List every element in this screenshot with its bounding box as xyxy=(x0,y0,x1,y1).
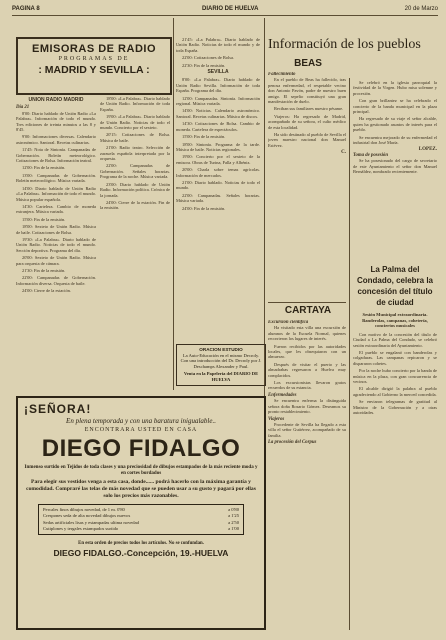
palma-paragraphs xyxy=(353,332,437,416)
price-item: Crespones seda de alta novedad dibujos nuevos xyxy=(43,513,131,519)
palma-subheading: Sesión Municipal extraordinaria. Banderolas, campanas, cohetería, conciertos musicales xyxy=(362,312,428,329)
paragraph: Se enviaron telegramas de gratitud al Ministro de la Gobernación y a otras autoridades. xyxy=(353,399,437,416)
paragraph: 11'45: Nota de Sintonía. Campanadas de Gobernación. Boletín meteorológico. Cotizaciones de Bolsa. Información teatral. xyxy=(16,147,96,164)
paragraph: 21'00: Diario hablado. Noticias de todo el mundo. xyxy=(176,179,260,191)
beas-signature: C. xyxy=(341,150,346,156)
palma-title: La Palma del Condado, celebra la concesión del título de ciudad xyxy=(356,265,434,307)
ad-line-1: En plena temporada y con una baratura inigualable.. xyxy=(66,417,216,425)
paragraph: 21'45: «La Palabra». Diario hablado de Unión Radio. Noticias de todo el mundo y de toda España. xyxy=(176,37,260,53)
paragraph: 18'00: «La Palabra». Diario hablado de Unión Radio. Información de toda España. xyxy=(100,96,170,112)
paper-name: DIARIO DE HUELVA xyxy=(202,6,259,12)
paragraph: Después de visitar el puerto y las almadrabas regresaron a Huelva muy complacidos. xyxy=(268,361,346,378)
ad-headline: ¡SEÑORA! xyxy=(24,402,92,416)
paragraph: 8'00: Diario hablado de Unión Radio «La Palabra». Información de todo el mundo. Tres ediciones de treinta minutos a las 8 y 8'45. xyxy=(16,110,96,133)
price-item: Sedas artificiales lisas y estampadas ultima novedad xyxy=(43,519,139,525)
paragraph: 12'00: Fin de la emisión. xyxy=(22,165,66,171)
paragraph: 14'30: Cotizaciones de Bolsa. Cambio de moneda. Cartelera de espectáculos. xyxy=(176,121,260,132)
column-3 xyxy=(176,37,260,341)
paragraph: Con gran brillantez se ha celebrado el concierto de la banda municipal en la plaza principal. xyxy=(353,98,437,115)
cartaya-column xyxy=(268,320,346,630)
section-title: Información de los pueblos xyxy=(268,37,421,52)
column-1 xyxy=(16,96,96,390)
paragraph: Reciban sus familiares nuestro pésame. xyxy=(274,106,344,112)
estudio-text: La Auto-Educación en el mismo Decroly. Con una introducción del Dr. Decroly por J. Deschamps Alexander y Paul. xyxy=(180,352,262,369)
column-4b xyxy=(353,80,437,260)
paragraph: 21'30: Fin de la emisión. xyxy=(22,267,66,273)
paragraph: 14'00: Diario hablado de Unión Radio «La Palabra». Información de todo el mundo. Música popular española. xyxy=(16,185,96,202)
paragraph: 22'00: Campanadas. Señales horarias. Música variada. xyxy=(176,192,260,204)
cartaya-paragraphs xyxy=(268,325,346,390)
paragraph: 22'00: Campanadas de Gobernación. Señales horarias. Programa de la noche. Música variada. xyxy=(100,163,170,180)
paragraph: 20'00: Sexteto de Unión Radio. Música para orquesta de cámara. xyxy=(16,255,96,266)
paragraph: 12'00: Campanadas. Sintonía. Información regional. Música variada. xyxy=(176,95,260,107)
ad-description-2: Para elegir sus vestidos venga a esta casa, donde...... podrá hacerlo con la máxima garantía y comodidad. Compraré las telas de más novedad que se pueden usar a su gusto y pagará por ellas solo los precios más razonables. xyxy=(26,479,256,499)
paragraph: Se encuentra mejorado de su enfermedad el industrial don José María. xyxy=(353,134,437,146)
column-3-end xyxy=(176,388,260,394)
paragraph: En el pueblo de Beas ha fallecido, tras penosa enfermedad, el respetable vecino don Antonio Pavón, padre de nuestro buen amigo. El sepelio constituyó una gran manifestación de duelo. xyxy=(268,77,346,105)
price-value: a 0'80 xyxy=(228,506,239,512)
paragraph: 14'30: Cartelera. Cambio de moneda extranjera. Música variada. xyxy=(16,203,96,215)
union-radio-heading: UNION RADIO MADRID xyxy=(28,97,84,103)
price-item: Percales finos dibujos novedad, de 1 m. 0'80 xyxy=(43,506,125,512)
paragraph: 19'30: «La Palabra». Diario hablado de Unión Radio. Noticias de todo el mundo. Sección deportiva. Programa del día. xyxy=(16,236,96,253)
paragraph: 23'00: Diario hablado de Unión Radio. Información política. Crónica de la jornada. xyxy=(100,181,170,198)
col4b-paragraphs xyxy=(353,80,437,145)
cartaya-text-3: Procedente de Sevilla ha llegado a esta villa el señor Gutiérrez, acompañado de su familia. xyxy=(268,421,346,438)
column-divider xyxy=(173,18,174,390)
toma-text: Se ha posesionado del cargo de secretario de este Ayuntamiento el señor don Manuel Bernáldez, nombrado recientemente. xyxy=(353,158,437,175)
beas-heading: BEAS xyxy=(294,58,322,69)
col3-paragraphs xyxy=(176,77,260,211)
col1-paragraphs xyxy=(16,111,96,294)
paragraph: Fueron recibidos por las autoridades locales, que les obsequiaron con un almuerzo. xyxy=(268,343,346,360)
palma-column xyxy=(353,312,437,630)
col3-top-paragraphs xyxy=(176,37,260,68)
emisoras-subtitle: PROGRAMAS DE xyxy=(58,56,130,62)
estudio-title: ORACION ESTUDIO xyxy=(199,347,243,352)
paragraph: Los excursionistas llevaron gratos recuerdos de su estancia. xyxy=(268,380,346,391)
paragraph: 8'00: «La Palabra». Diario hablado de Unión Radio Sevilla. Información de toda España. Programa del día. xyxy=(176,77,260,94)
price-list xyxy=(38,504,244,536)
section-rule xyxy=(268,302,346,303)
paragraph: 20'00: Charla sobre temas agrícolas. Información de mercados. xyxy=(176,167,260,178)
emisoras-title-box xyxy=(16,37,172,95)
day-label: Día 21 xyxy=(16,105,30,111)
paragraph: Ha sido destinado al pueblo de Sevilla el joven maestro nacional don Manuel Estévez. xyxy=(268,132,346,148)
paragraph: Ha regresado de su viaje el señor alcalde, quien ha gestionado asuntos de interés para el pueblo. xyxy=(353,116,437,133)
emisoras-title: EMISORAS DE RADIO xyxy=(31,43,156,55)
paragraph: 24'00: Cierre de la estación. xyxy=(22,288,71,294)
cartaya-subheading-2: Enfermedades xyxy=(268,392,297,398)
paragraph: 19'00: Concierto por el sexteto de la emisora. Obras de Turina, Falla y Albéniz. xyxy=(176,154,260,165)
cartaya-subheading-4: La procesión del Corpus xyxy=(268,440,317,446)
beas-column xyxy=(268,72,346,300)
price-value: a 1'25 xyxy=(228,513,239,519)
paragraph: 22'30: Fin de la emisión. xyxy=(182,62,226,68)
cartaya-subheading-3: Viajeros xyxy=(268,416,285,422)
paragraph: 13'00: Campanadas de Gobernación. Boletín meteorológico. Música variada. xyxy=(16,172,96,184)
paragraph: Se celebró en la iglesia parroquial la festividad de la Virgen. Hubo misa solemne y procesión. xyxy=(353,80,437,96)
paragraph: 15'00: Fin de la emisión. xyxy=(182,134,226,140)
paragraph: Por la noche hubo concierto por la banda de música en la plaza, con gran concurrencia de vecinos. xyxy=(353,368,437,385)
ad-line-2: ENCONTRARA USTED EN CASA xyxy=(84,427,198,433)
paragraph: Ha visitado esta villa una excursión de alumnos de la Escuela Normal, quienes recorrieron los lugares de interés. xyxy=(268,325,346,342)
cartaya-text-2: Se encuentra enferma la distinguida señora doña Rosario Gómez. Deseamos su pronto restablecimiento. xyxy=(268,398,346,415)
page-date: 20 de Marzo xyxy=(404,6,438,12)
paragraph: 14'00: Noticias. Calendario astronómico. Santoral. Recetas culinarias. Música de discos. xyxy=(176,108,260,119)
paragraph: 24'00: Fin de la emisión. xyxy=(182,205,226,211)
ad-description: Inmenso surtido en Tejidos de toda clases y una preciosidad de dibujos estampados de la más reciente moda y en cortes bordados xyxy=(24,465,258,477)
column-divider xyxy=(349,78,350,630)
estudio-box xyxy=(176,344,266,386)
paragraph: 18'00: Sintonía. Programa de la tarde. Música de baile. Noticias regionales. xyxy=(176,141,260,152)
cartaya-subheading: Excursión científica xyxy=(268,320,309,325)
paragraph: 15'00: Fin de la emisión. xyxy=(22,216,66,222)
paragraph: Con motivo de la concesión del título de Ciudad a La Palma del Condado, se celebró sesión extraordinaria del Ayuntamiento. xyxy=(353,331,437,348)
column-2 xyxy=(100,96,170,390)
sevilla-heading: SEVILLA xyxy=(207,69,229,76)
diego-fidalgo-advertisement xyxy=(16,396,266,630)
paragraph: El pueblo se engalanó con banderolas y colgaduras. Las campanas repicaron y se dispararon cohetes. xyxy=(353,350,437,366)
cartaya-heading: CARTAYA xyxy=(284,305,332,316)
page-header xyxy=(12,4,438,16)
paragraph: 9'00: Informaciones diversas. Calendario astronómico. Santoral. Recetas culinarias. xyxy=(16,134,96,145)
paragraph: 20'15: Cotizaciones de Bolsa. Música de baile. xyxy=(100,132,170,143)
beas-subheading: Fallecimiento xyxy=(268,72,296,77)
ad-brand: DIEGO FIDALGO xyxy=(41,435,241,462)
price-value: a 2'50 xyxy=(228,519,239,525)
col4b-signature: LOPEZ. xyxy=(418,147,437,153)
paragraph: El alcalde dirigió la palabra al pueblo agradeciendo al Gobierno la merced concedida. xyxy=(353,386,437,397)
page-number: PAGINA 8 xyxy=(12,6,40,12)
toma-heading: Toma de posesión xyxy=(353,152,389,158)
paragraph: Viajeros: Ha regresado de Madrid, acompañado de su señora, el culto médico de esta localidad. xyxy=(268,113,346,130)
price-item: Cutiplones y tergales estampados surtido xyxy=(43,526,119,532)
price-row xyxy=(43,526,239,532)
paragraph: 18'00: Sexteto de Unión Radio. Música de baile. Cotizaciones de Bolsa. xyxy=(16,224,96,235)
estudio-sale: Venta en la Papelería del DIARIO DE HUELVA xyxy=(183,371,259,382)
beas-paragraphs xyxy=(268,77,346,148)
ad-address: DIEGO FIDALGO.-Concepción, 19.-HUELVA xyxy=(53,548,229,559)
ad-note: En esta orden de precios todos los artículos. No se confundan. xyxy=(78,541,204,547)
emisoras-cities: : MADRID Y SEVILLA : xyxy=(38,64,150,76)
paragraph: 22'00: Cotizaciones de Bolsa. xyxy=(182,55,235,61)
price-value: a 1'00 xyxy=(228,526,239,532)
paragraph: 21'00: Radio teatro. Selección de zarzuela española interpretada por la orquesta. xyxy=(100,145,170,162)
paragraph: 19'00: «La Palabra». Diario hablado de Unión Radio. Noticias de todo el mundo. Concierto por el sexteto. xyxy=(100,114,170,131)
paragraph: 22'00: Campanadas de Gobernación. Información diversa. Orquesta de baile. xyxy=(16,275,96,286)
paragraph: 24'00: Cierre de la estación. Fin de la emisión. xyxy=(100,199,170,211)
col2-paragraphs xyxy=(100,96,170,211)
